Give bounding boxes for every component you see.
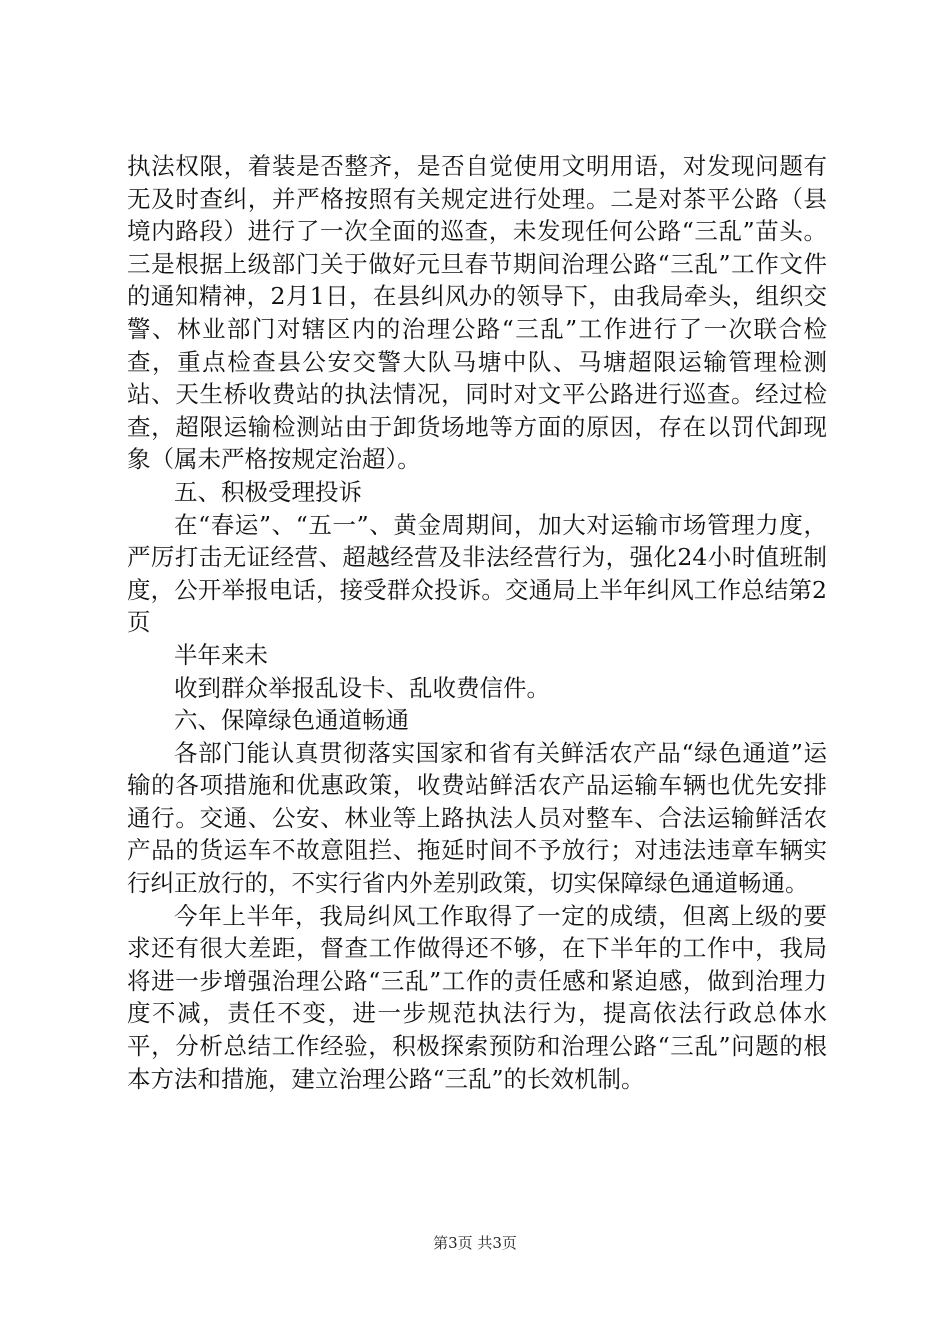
document-body — [127, 150, 827, 1095]
section-heading-complaints: 五、积极受理投诉 — [174, 477, 362, 506]
paragraph-inspection-details: 执法权限，着装是否整齐，是否自觉使用文明用语，对发现问题有无及时查纠，并严格按照有关规定进行处理。二是对茶平公路（县境内路段）进行了一次全面的巡查，未发现任何公路“三乱”苗头。三是根据上级部门关于做好元旦春节期间治理公路“三乱”工作文件的通知精神，2月1日，在县纠风办的领导下，由我局牵头，组织交警、林业部门对辖区内的治理公路“三乱”工作进行了一次联合检查，重点检查县公安交警大队马塘中队、马塘超限运输管理检测站、天生桥收费站的执法情况，同时对文平公路进行巡查。经过检查，超限运输检测站由于卸货场地等方面的原因，存在以罚代卸现象（属未严格按规定治超）。 — [127, 152, 827, 474]
page-footer: 第3页 共3页 — [433, 1234, 517, 1252]
paragraph-summary: 今年上半年，我局纠风工作取得了一定的成绩，但离上级的要求还有很大差距，督查工作做得还不够，在下半年的工作中，我局将进一步增强治理公路“三乱”工作的责任感和紧迫感，做到治理力度不减，责任不变，进一步规范执法行为，提高依法行政总体水平，分析总结工作经验，积极探索预防和治理公路“三乱”问题的根本方法和措施，建立治理公路“三乱”的长效机制。 — [127, 901, 827, 1093]
paragraph-green-channel: 各部门能认真贯彻落实国家和省有关鲜活农产品“绿色通道”运输的各项措施和优惠政策，收费站鲜活农产品运输车辆也优先安排通行。交通、公安、林业等上路执法人员对整车、合法运输鲜活农产品的货运车不故意阻拦、拖延时间不予放行；对违法违章车辆实行纠正放行的，不实行省内外差别政策，切实保障绿色通道畅通。 — [127, 738, 827, 898]
paragraph-no-reports: 收到群众举报乱设卡、乱收费信件。 — [174, 673, 550, 702]
paragraph-complaints: 在“春运”、“五一”、黄金周期间，加大对运输市场管理力度，严厉打击无证经营、超越经营及非法经营行为，强化24小时值班制度，公开举报电话，接受群众投诉。交通局上半年纠风工作总结第2页 — [127, 510, 827, 637]
section-heading-green-channel: 六、保障绿色通道畅通 — [174, 706, 409, 735]
paragraph-half-year: 半年来未 — [174, 640, 268, 669]
